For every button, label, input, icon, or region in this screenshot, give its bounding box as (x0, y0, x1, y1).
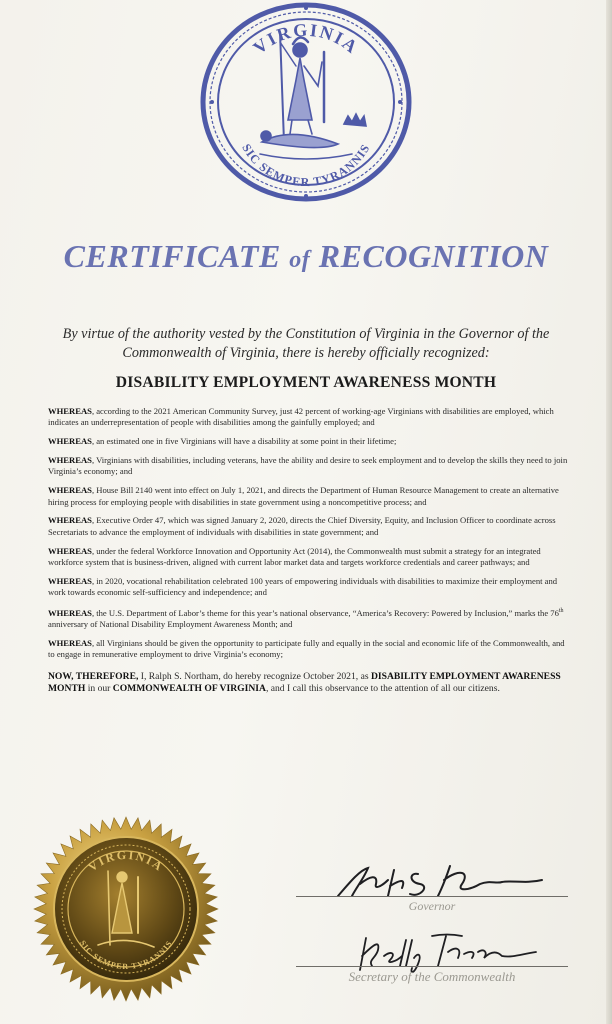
whereas-paragraph: WHEREAS, according to the 2021 American Community Survey, just 42 percent of working-age Virginians with disabilities are employed, which indicates an underrepresentation of people with disabilities among the gainfully employed; and (48, 406, 554, 428)
paper-edge (606, 0, 612, 1024)
title-certificate: CERTIFICATE (63, 238, 281, 274)
whereas-paragraph: WHEREAS, all Virginians should be given the opportunity to participate fully and equally in the social and economic life of the Commonwealth, and to engage in remunerative employment to drive Virginia’s economy; (48, 638, 565, 660)
intro-text: By virtue of the authority vested by the Constitution of Virginia in the Governor of the Commonwealth of Virginia, there is hereby officially recognized: (62, 326, 550, 361)
whereas-paragraph: WHEREAS, in 2020, vocational rehabilitation celebrated 100 years of empowering individuals with disabilities to maximize their employment and work towards economic self-sufficiency and independence; and (48, 575, 558, 598)
virginia-seal-top (200, 2, 412, 202)
title-recognition: RECOGNITION (318, 238, 549, 274)
certificate-title (0, 238, 612, 275)
governor-signature-line (296, 896, 568, 897)
whereas-paragraph: WHEREAS, Virginians with disabilities, including veterans, have the ability and desire to seek employment and to develop the skills they need to join Virginia’s economy; and (48, 455, 568, 477)
whereas-paragraph: WHEREAS, Executive Order 47, which was signed January 2, 2020, directs the Chief Diversity, Equity, and Inclusion Officer to coordinate across Secretariats to advance the employment of individuals with disabilities in state government; and (48, 515, 556, 537)
proclamation-body (48, 406, 571, 702)
seal-text-bottom: SIC SEMPER TYRANNIS (239, 141, 373, 190)
now-therefore-paragraph: NOW, THEREFORE, I, Ralph S. Northam, do hereby recognize October 2021, as DISABILITY EMPLOYMENT AWARENESS MONTH in our COMMONWEALTH OF VIRGINIA, and I call this observance to the attention of all our citizens. (48, 670, 561, 694)
whereas-paragraph: WHEREAS, House Bill 2140 went into effect on July 1, 2021, and directs the Department of Human Resource Management to create an alternative hiring process for employing people with disabilities in state government using a noncompetitive process; and (48, 485, 559, 507)
whereas-paragraph: WHEREAS, under the federal Workforce Innovation and Opportunity Act (2014), the Commonwealth must submit a strategy for an integrated workforce system that is business-driven, aligned with current labor market data and targets workforce credentials and career pathways; and (48, 545, 541, 567)
seal-text-top: VIRGINIA (249, 19, 363, 58)
title-of: of (289, 247, 311, 273)
gold-seal-text-top: VIRGINIA (85, 847, 167, 875)
gold-foil-seal (32, 815, 220, 1003)
whereas-paragraph: WHEREAS, an estimated one in five Virginians will have a disability at some point in their lifetime; (48, 436, 397, 447)
whereas-paragraph-dol: WHEREAS, the U.S. Department of Labor’s theme for this year’s national observance, “America’s Recovery: Powered by Inclusion,” marks the 76th anniversary of National Disability Employment Awareness Month; and (48, 607, 564, 630)
secretary-caption: Secretary of the Commonwealth (348, 969, 516, 984)
gold-seal-text-bottom: SIC SEMPER TYRANNIS (77, 938, 175, 972)
secretary-signature-line (296, 966, 568, 967)
proclamation-heading: DISABILITY EMPLOYMENT AWARENESS MONTH (115, 374, 497, 391)
governor-caption: Governor (408, 899, 456, 913)
